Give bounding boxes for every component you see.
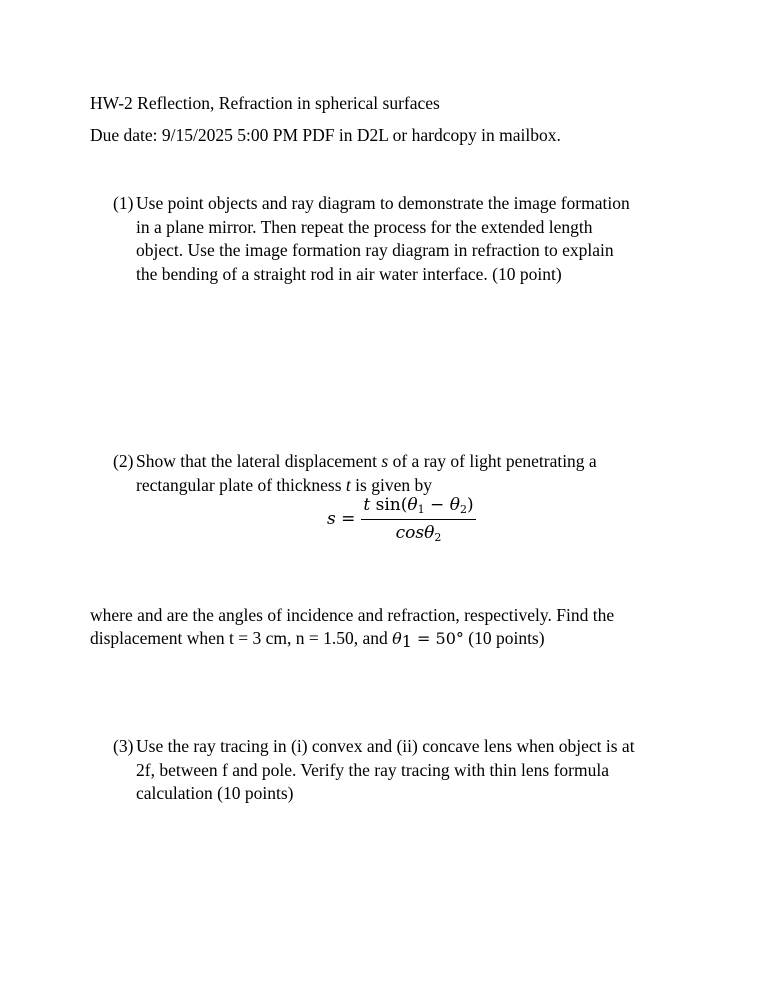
displacement-formula: [327, 494, 476, 545]
formula-fraction: [361, 494, 475, 545]
page-title: HW-2 Reflection, Refraction in spherical surfaces: [90, 93, 440, 113]
question-1-line-3: object. Use the image formation ray diagram in refraction to explain: [136, 240, 614, 260]
formula-lhs: s =: [327, 509, 356, 529]
question-2-line-2-post: is given by: [350, 474, 432, 495]
question-3-text: [136, 735, 635, 806]
formula-den-sub: 2: [434, 531, 442, 544]
displacement-angle: = 50°: [411, 629, 464, 648]
question-1-line-1: Use point objects and ray diagram to demonstrate the image formation: [136, 193, 630, 213]
question-2-displacement-line: [90, 627, 545, 650]
displacement-theta-sub: 1: [401, 632, 412, 651]
formula-cos-theta: cosθ: [395, 523, 435, 543]
question-3-line-1: Use the ray tracing in (i) convex and (ii) concave lens when object is at: [136, 736, 635, 756]
question-2-text: [136, 450, 597, 497]
question-2-line-1-post: of a ray of light penetrating a: [388, 451, 597, 471]
formula-minus: −: [424, 495, 450, 515]
question-2-line-1-pre: Show that the lateral displacement: [136, 451, 382, 471]
formula-sub-2: 2: [459, 503, 467, 516]
variable-s: s: [381, 451, 389, 471]
displacement-theta: θ: [392, 629, 402, 648]
formula-sub-1: 1: [417, 503, 425, 516]
question-2-line-2-pre: rectangular plate of thickness: [136, 474, 346, 495]
displacement-line-post: (10 points): [463, 628, 545, 648]
due-date-line: Due date: 9/15/2025 5:00 PM PDF in D2L or hardcopy in mailbox.: [90, 125, 561, 145]
question-2-number: (2): [113, 451, 134, 471]
displacement-line-pre: displacement when t = 3 cm, n = 1.50, and: [90, 628, 393, 648]
question-1-line-4: the bending of a straight rod in air water interface. (10 point): [136, 263, 562, 284]
formula-denominator: [396, 520, 442, 545]
formula-close-paren: ): [466, 495, 474, 515]
formula-theta-2: θ: [449, 495, 460, 515]
variable-t: t: [345, 474, 351, 495]
formula-theta-1: θ: [407, 495, 418, 515]
formula-numerator: [361, 494, 475, 520]
question-3-line-3: calculation (10 points): [136, 783, 294, 803]
formula-sin: sin(: [370, 495, 408, 515]
question-2-where-line: where and are the angles of incidence and refraction, respectively. Find the: [90, 605, 615, 625]
question-1-line-2: in a plane mirror. Then repeat the process for the extended length: [136, 216, 593, 237]
question-3-line-2: 2f, between f and pole. Verify the ray tracing with thin lens formula: [136, 759, 610, 780]
formula-t: t: [363, 495, 371, 515]
question-3-number: (3): [113, 736, 134, 756]
question-1-text: [136, 192, 630, 286]
question-2-line-1: [136, 450, 597, 474]
question-1-number: (1): [113, 193, 134, 213]
